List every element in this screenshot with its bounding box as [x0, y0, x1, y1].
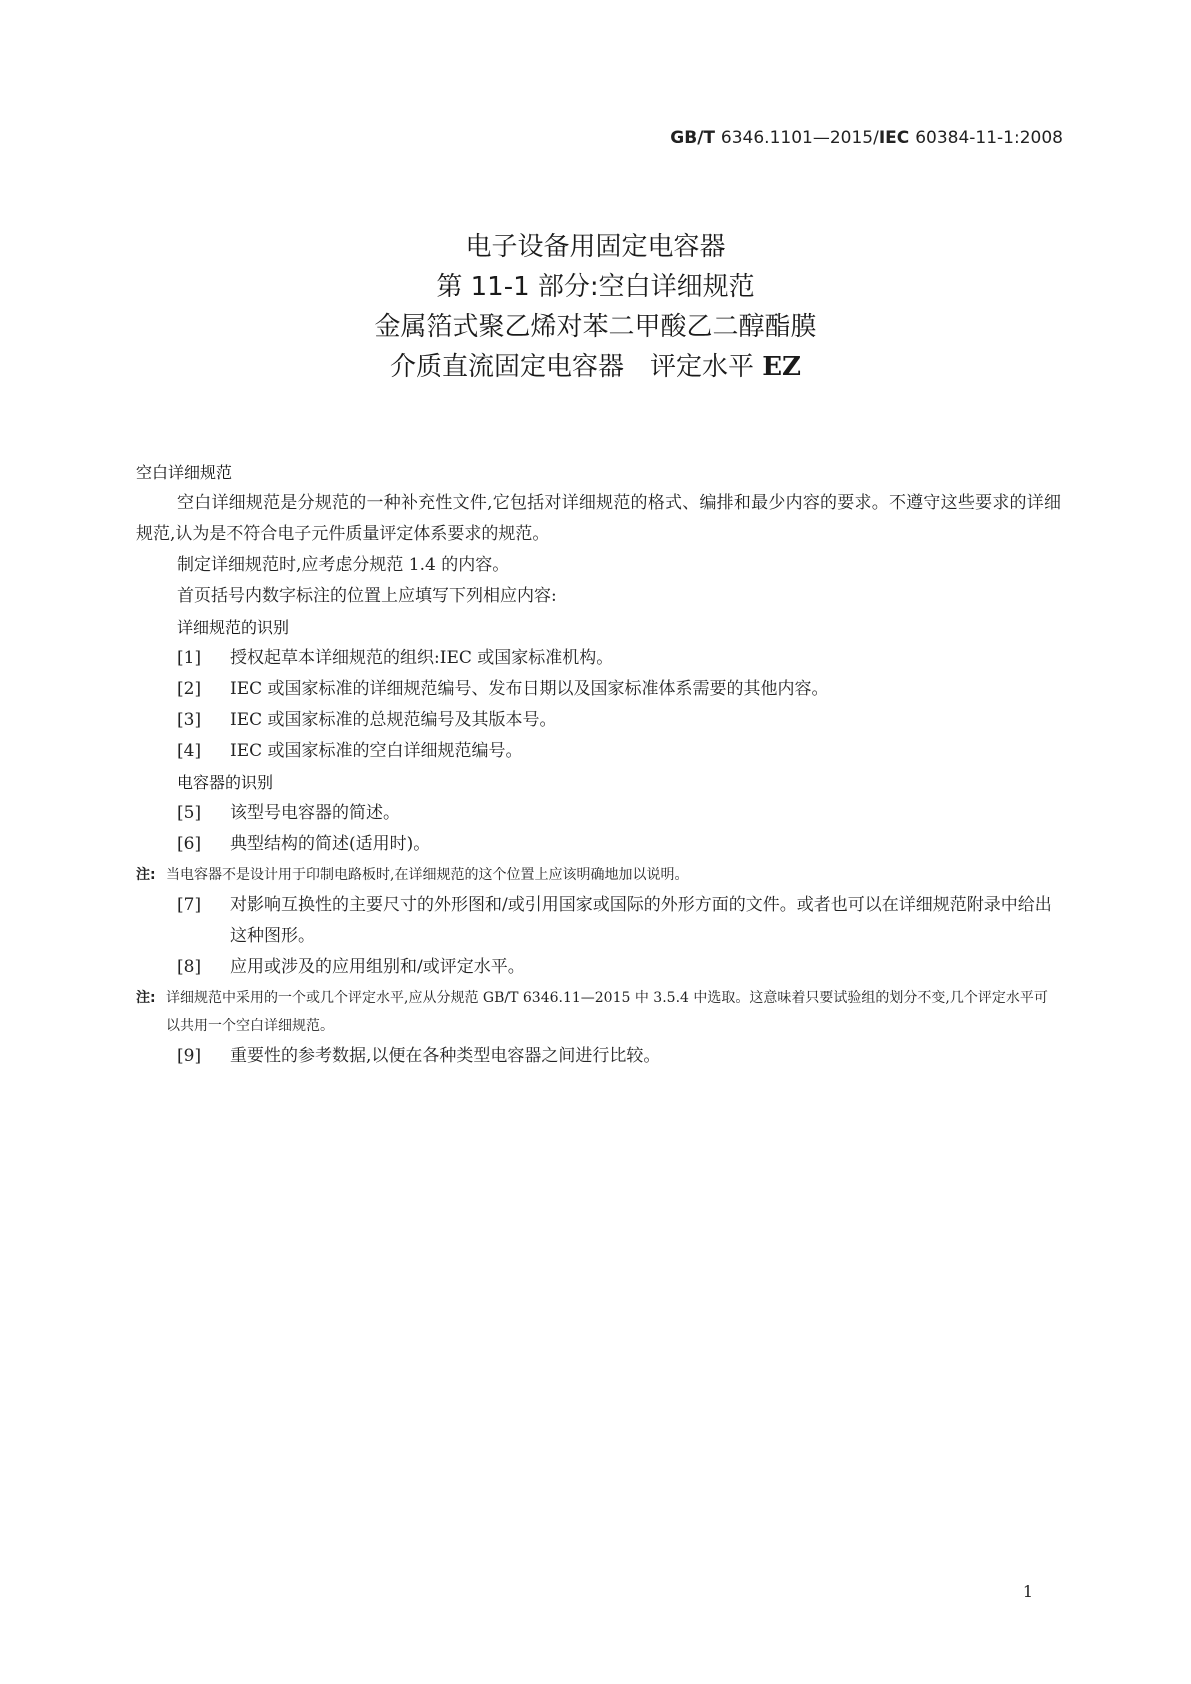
list-item: [136, 674, 1061, 705]
list-item: [136, 798, 1061, 829]
note-1: [136, 861, 1061, 889]
subheading-capacitor-identification: 电容器的识别: [177, 773, 274, 792]
list-item: [136, 952, 1061, 983]
item-text: 授权起草本详细规范的组织:IEC 或国家标准机构。: [230, 648, 614, 668]
item-number: [4]: [177, 741, 202, 761]
note-text: 详细规范中采用的一个或几个评定水平,应从分规范 GB/T 6346.11—2015 中 3.5.4 中选取。这意味着只要试验组的划分不变,几个评定水平可以共用一个空白详细规范。: [166, 990, 1048, 1034]
title-line-3: 金属箔式聚乙烯对苯二甲酸乙二醇酯膜: [374, 312, 817, 342]
item-number: [9]: [177, 1046, 202, 1066]
std-code-number: 6346.1101—2015/: [720, 128, 879, 148]
section-heading: 空白详细规范: [136, 463, 233, 482]
title-line-2: 第 11-1 部分:空白详细规范: [436, 272, 755, 302]
subheading-spec-identification: 详细规范的识别: [177, 618, 290, 637]
paragraph-intro: 空白详细规范是分规范的一种补充性文件,它包括对详细规范的格式、编排和最少内容的要求。不遵守这些要求的详细规范,认为是不符合电子元件质量评定体系要求的规范。: [136, 493, 1061, 544]
item-text: 典型结构的简述(适用时)。: [230, 834, 431, 854]
item-text: IEC 或国家标准的空白详细规范编号。: [230, 741, 523, 761]
document-title: [0, 227, 1191, 387]
title-line-4: [0, 347, 1191, 387]
item-number: [6]: [177, 834, 202, 854]
page-number: 1: [1022, 1582, 1033, 1601]
std-code-iec-number: 60384-11-1:2008: [915, 128, 1063, 148]
item-text: IEC 或国家标准的详细规范编号、发布日期以及国家标准体系需要的其他内容。: [230, 679, 829, 699]
document-body: [136, 457, 1061, 1072]
item-number: [2]: [177, 679, 202, 699]
item-number: [3]: [177, 710, 202, 730]
note-text: 当电容器不是设计用于印制电路板时,在详细规范的这个位置上应该明确地加以说明。: [166, 867, 689, 883]
title-line-4-main: 介质直流固定电容器 评定水平: [389, 352, 754, 382]
item-text: 重要性的参考数据,以便在各种类型电容器之间进行比较。: [230, 1046, 661, 1066]
item-number: [1]: [177, 648, 202, 668]
list-item: [136, 1041, 1061, 1072]
list-item: [136, 736, 1061, 767]
list-item: [136, 890, 1061, 952]
note-label: 注:: [136, 867, 156, 883]
list-item: [136, 829, 1061, 860]
list-item: [136, 705, 1061, 736]
std-code-iec: IEC: [878, 128, 910, 148]
item-number: [7]: [177, 895, 202, 915]
item-text: 应用或涉及的应用组别和/或评定水平。: [230, 957, 525, 977]
item-text: IEC 或国家标准的总规范编号及其版本号。: [230, 710, 557, 730]
paragraph-reference: 制定详细规范时,应考虑分规范 1.4 的内容。: [177, 555, 510, 575]
item-number: [5]: [177, 803, 202, 823]
standard-code: [670, 128, 1063, 148]
note-2: [136, 984, 1061, 1040]
paragraph-instruction: 首页括号内数字标注的位置上应填写下列相应内容:: [177, 586, 557, 606]
note-label: 注:: [136, 990, 156, 1006]
item-number: [8]: [177, 957, 202, 977]
std-code-prefix: GB/T: [670, 128, 715, 148]
list-item: [136, 643, 1061, 674]
title-line-1: 电子设备用固定电容器: [465, 232, 726, 262]
title-line-4-level: EZ: [762, 352, 802, 382]
item-text: 对影响互换性的主要尺寸的外形图和/或引用国家或国际的外形方面的文件。或者也可以在详细规范附录中给出这种图形。: [230, 895, 1052, 946]
item-text: 该型号电容器的简述。: [230, 803, 400, 823]
